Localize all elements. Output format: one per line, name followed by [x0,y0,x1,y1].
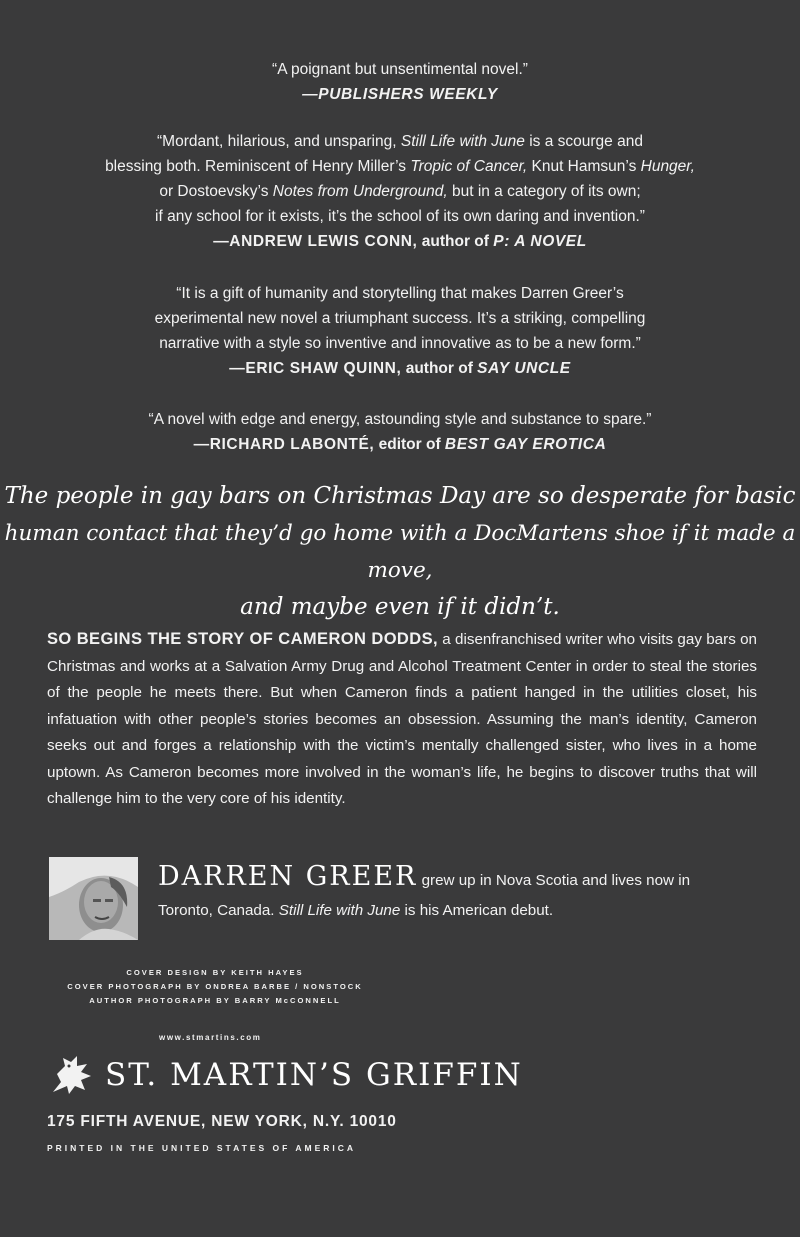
handwritten-line: and maybe even if it didn’t. [240,594,560,620]
author-photo [49,857,138,940]
bio-line: DARREN GREER grew up in Nova Scotia and lives now in [158,861,691,892]
author-bio [158,862,758,926]
review-quote-labonte [0,407,800,457]
handwritten-line: human contact that they’d go home with a DocMartens shoe if it made a move, [4,521,796,583]
credit-line: AUTHOR PHOTOGRAPH BY BARRY McCONNELL [89,995,341,1005]
quote-attribution: —ERIC SHAW QUINN, author of SAY UNCLE [229,360,571,377]
synopsis [47,626,757,813]
author-photo-image [49,857,138,940]
review-quote-publishers-weekly [0,57,800,107]
publisher-address: 175 FIFTH AVENUE, NEW YORK, N.Y. 10010 [47,1113,397,1130]
quote-line: experimental new novel a triumphant success. It’s a striking, compelling [154,310,646,327]
quote-line: “A novel with edge and energy, astounding style and substance to spare.” [148,411,652,428]
quote-attribution: —PUBLISHERS WEEKLY [302,86,498,103]
handwritten-line: The people in gay bars on Christmas Day are so desperate for basic [4,483,796,509]
author-name: DARREN GREER [158,861,418,892]
publisher-name: ST. MARTIN’S GRIFFIN [105,1057,523,1093]
publisher-url: www.stmartins.com [159,1033,262,1042]
quote-attribution: —ANDREW LEWIS CONN, author of P: A NOVEL [213,233,587,250]
bio-line: Toronto, Canada. Still Life with June is his American debut. [158,902,554,919]
handwritten-excerpt [0,478,800,626]
review-quote-conn [0,129,800,254]
griffin-icon [47,1052,97,1098]
quote-line: if any school for it exists, it’s the school of its own daring and invention.” [155,208,645,225]
quote-line: narrative with a style so inventive and innovative as to be a new form.” [159,335,641,352]
quote-attribution: —RICHARD LABONTÉ, editor of BEST GAY EROTICA [193,436,607,453]
quote-text: “A poignant but unsentimental novel.” [272,61,528,78]
review-quote-quinn [0,281,800,381]
credits [0,966,430,1007]
quote-line: or Dostoevsky’s Notes from Underground, but in a category of its own; [159,183,641,200]
credit-line: COVER DESIGN BY KEITH HAYES [126,968,304,977]
synopsis-lead: SO BEGINS THE STORY OF CAMERON DODDS, [47,630,438,648]
publisher-logo [47,1052,547,1102]
printed-notice: PRINTED IN THE UNITED STATES OF AMERICA [47,1143,357,1153]
quote-line: “It is a gift of humanity and storytelling that makes Darren Greer’s [176,285,624,302]
quote-line: “Mordant, hilarious, and unsparing, Still Life with June is a scourge and [157,133,643,150]
synopsis-body: a disenfranchised writer who visits gay bars on Christmas and works at a Salvation Army Drug and Alcohol Treatment Center in order to steal the stories of the people he meets there. But when Cameron finds a patient hanged in the utilities closet, his infatuation with other people’s stories becomes an obsession. Assuming the man’s identity, Cameron seeks out and forges a relationship with the victim’s mentally challenged sister, who lives in a home uptown. As Cameron becomes more involved in the woman’s life, he begins to discover truths that will challenge him to the very core of his identity. [47,631,757,807]
quote-line: blessing both. Reminiscent of Henry Miller’s Tropic of Cancer, Knut Hamsun’s Hunger, [105,158,695,175]
credit-line: COVER PHOTOGRAPH BY ONDREA BARBE / NONSTOCK [67,981,363,991]
